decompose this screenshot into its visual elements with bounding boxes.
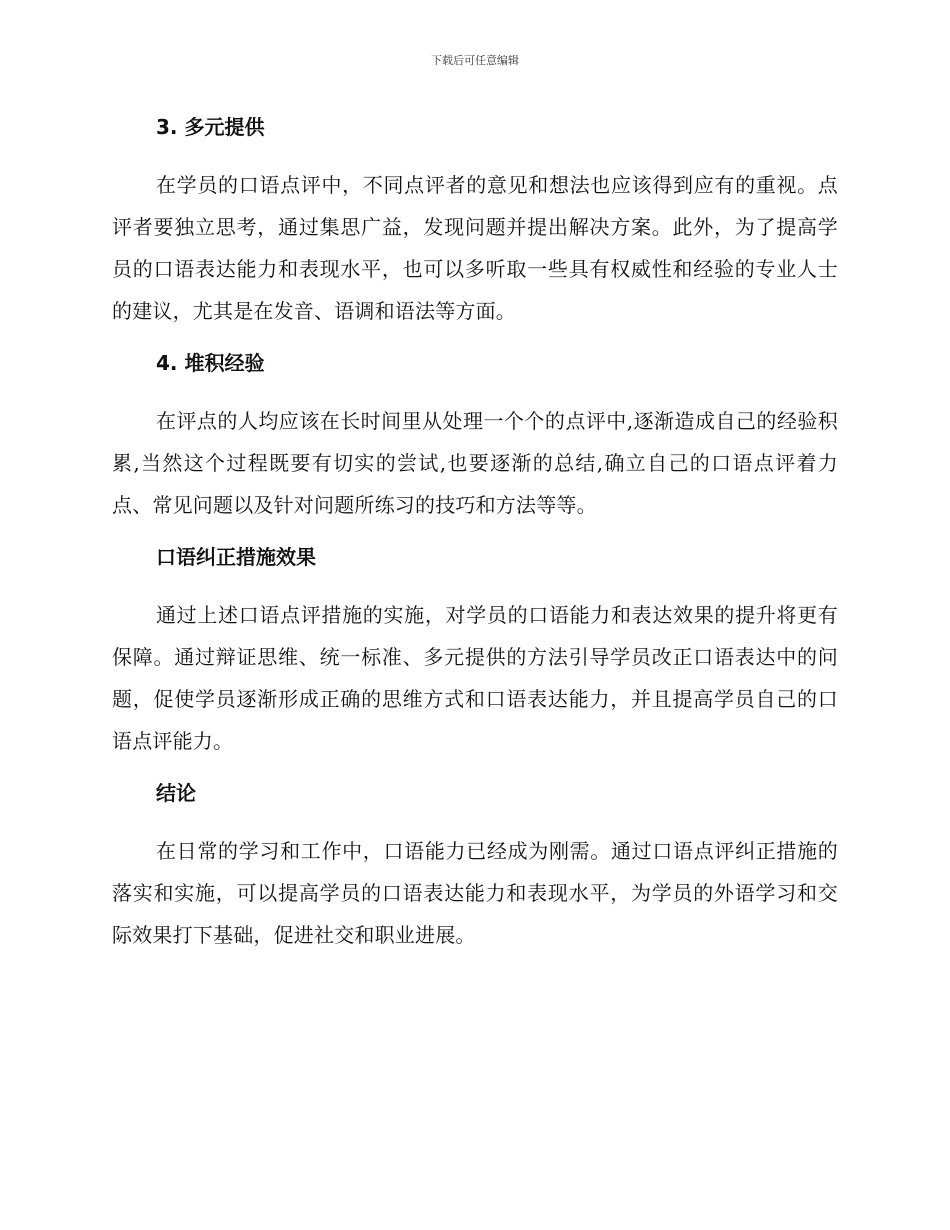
section-paragraph-correction-effect: 通过上述口语点评措施的实施，对学员的口语能力和表达效果的提升将更有保障。通过辩证思维、统一标准、多元提供的方法引导学员改正口语表达中的问题，促使学员逐渐形成正确的思维方式和口语表达能力，并且提高学员自己的口语点评能力。 bbox=[112, 603, 838, 753]
spacer bbox=[112, 572, 838, 594]
spacer bbox=[112, 332, 838, 348]
document-body bbox=[112, 112, 838, 956]
page-header-note: 下载后可任意编辑 bbox=[431, 54, 519, 67]
section-title-accumulate-experience: 4. 堆积经验 bbox=[156, 351, 265, 375]
section-title-conclusion: 结论 bbox=[156, 781, 196, 805]
spacer bbox=[112, 762, 838, 778]
section-paragraph-accumulate-experience: 在评点的人均应该在长时间里从处理一个个的点评中,逐渐造成自己的经验积累,当然这个过程既要有切实的尝试,也要逐渐的总结,确立自己的口语点评着力点、常见问题以及针对问题所练习的技巧和方法等等。 bbox=[112, 409, 838, 517]
spacer bbox=[112, 142, 838, 164]
section-title-diverse-input: 3. 多元提供 bbox=[156, 115, 265, 139]
section-paragraph-diverse-input: 在学员的口语点评中，不同点评者的意见和想法也应该得到应有的重视。点评者要独立思考，通过集思广益，发现问题并提出解决方案。此外，为了提高学员的口语表达能力和表现水平，也可以多听取一些具有权威性和经验的专业人士的建议，尤其是在发音、语调和语法等方面。 bbox=[112, 173, 838, 323]
spacer bbox=[112, 808, 838, 830]
section-paragraph-conclusion: 在日常的学习和工作中，口语能力已经成为刚需。通过口语点评纠正措施的落实和实施，可以提高学员的口语表达能力和表现水平，为学员的外语学习和交际效果打下基础，促进社交和职业进展。 bbox=[112, 839, 838, 947]
spacer bbox=[112, 526, 838, 542]
spacer bbox=[112, 378, 838, 400]
section-title-correction-effect: 口语纠正措施效果 bbox=[156, 545, 316, 569]
